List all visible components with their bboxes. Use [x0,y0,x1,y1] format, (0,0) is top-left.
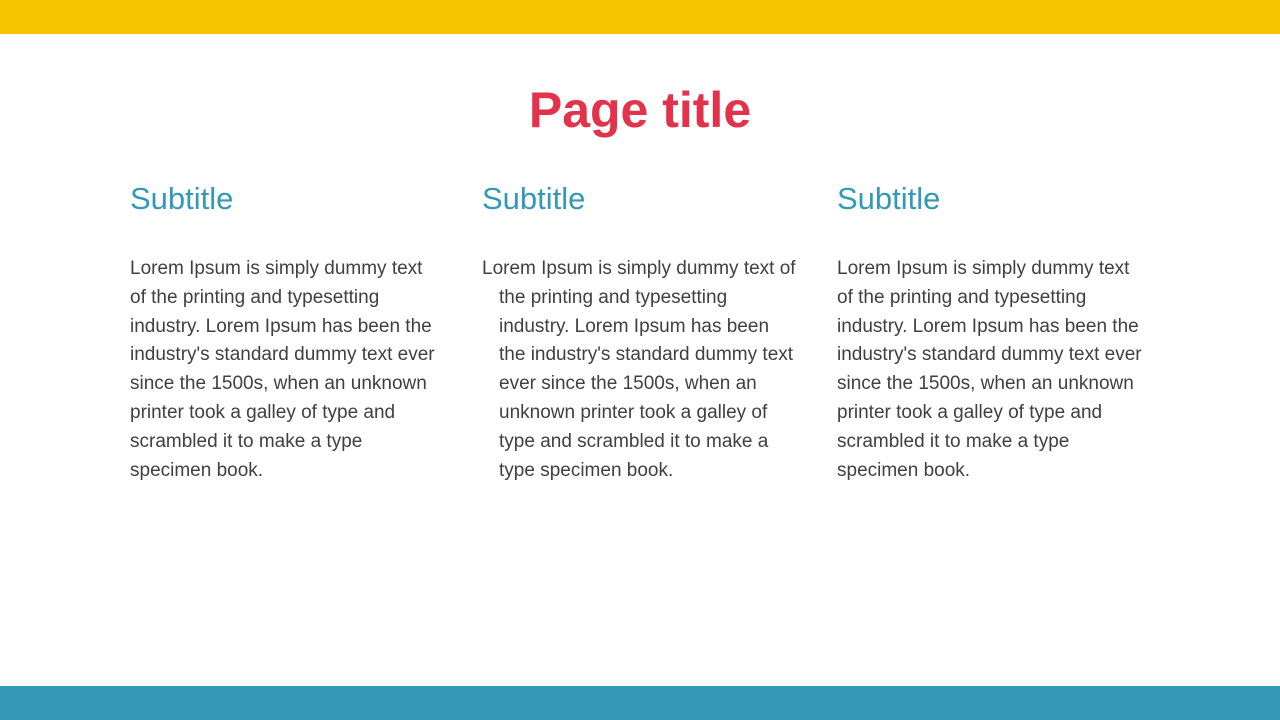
bottom-accent-bar [0,686,1280,720]
column-body-text: Lorem Ipsum is simply dummy text of the printing and typesetting industry. Lorem Ipsum has been the industry's standard dummy text ever since the 1500s, when an unknown printer took a galley of type and scrambled it to make a type specimen book. [837,258,1142,481]
page-title: Page title [528,82,752,138]
column-subtitle: Subtitle [837,181,941,216]
column-subtitle: Subtitle [482,181,586,216]
content-column-2 [482,180,802,485]
column-subtitle: Subtitle [130,181,234,216]
top-accent-bar [0,0,1280,34]
column-body-text: Lorem Ipsum is simply dummy text of the printing and typesetting industry. Lorem Ipsum has been the industry's standard dummy text ever since the 1500s, when an unknown printer took a galley of type and scrambled it to make a type specimen book. [130,258,435,481]
content-column-1 [130,180,450,485]
content-column-3 [837,180,1157,485]
column-body-text: Lorem Ipsum is simply dummy text of the printing and typesetting industry. Lorem Ipsum has been the industry's standard dummy text ever since the 1500s, when an unknown printer took a galley of type and scrambled it to make a type specimen book. [482,258,796,481]
